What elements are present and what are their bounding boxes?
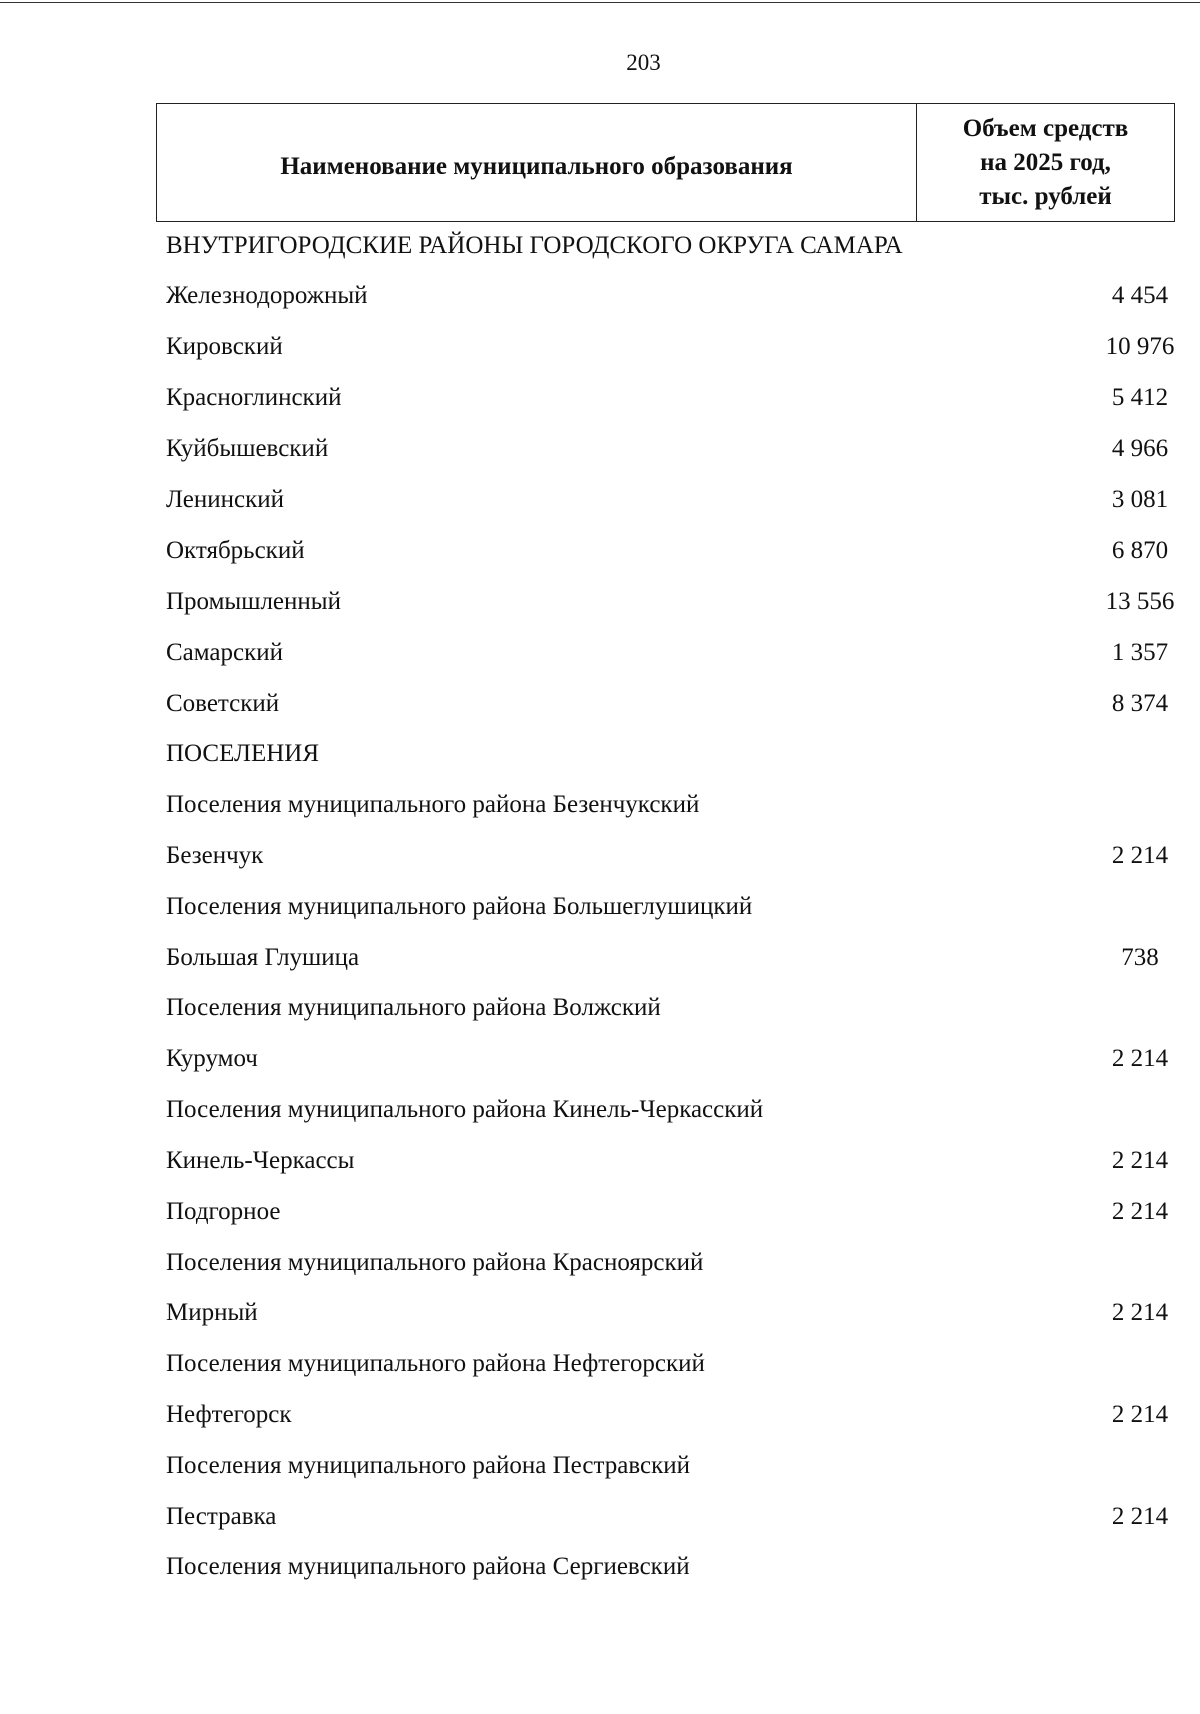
table-row [166,1395,1169,1435]
row-label: Октябрьский [166,537,305,564]
row-value: 13 556 [1105,588,1175,615]
row-value: 6 870 [1111,537,1169,564]
row-value: 2 214 [1111,1401,1169,1428]
table-row-group [166,887,1126,927]
row-label: Железнодорожный [166,282,368,309]
table-row [166,1141,1169,1181]
row-label: Курумоч [166,1045,258,1072]
row-value: 2 214 [1111,1503,1169,1530]
table-row-group [166,785,1126,825]
table-row-group [166,1344,1126,1384]
row-label: Мирный [166,1299,258,1326]
row-value: 3 081 [1111,486,1169,513]
row-value: 8 374 [1111,690,1169,717]
header-amount-column: Объем средств на 2025 год, тыс. рублей [962,114,1129,210]
table-row [166,1293,1169,1333]
row-label: Поселения муниципального района Безенчукский [166,791,700,818]
table-row [166,633,1169,673]
table-row-group [166,1090,1126,1130]
row-value: 1 357 [1111,639,1169,666]
table-row [166,1192,1169,1232]
row-value: 2 214 [1111,1198,1169,1225]
row-label: Поселения муниципального района Нефтегорский [166,1350,705,1377]
row-value: 738 [1121,944,1159,971]
row-label: Поселения муниципального района Большеглушицкий [166,893,753,920]
row-label: ПОСЕЛЕНИЯ [166,740,320,767]
row-label: Поселения муниципального района Пестравский [166,1452,690,1479]
table-row [166,1039,1169,1079]
row-label: Красноглинский [166,384,342,411]
table-row-group [166,988,1126,1028]
table-row [166,938,1159,978]
row-value: 2 214 [1111,1045,1169,1072]
table-row-group [166,1243,1126,1283]
row-label: Кировский [166,333,283,360]
row-label: Самарский [166,639,284,666]
row-label: ВНУТРИГОРОДСКИЕ РАЙОНЫ ГОРОДСКОГО ОКРУГА САМАРА [166,232,903,259]
row-value: 2 214 [1111,1299,1169,1326]
table-row-section [166,734,1126,774]
row-label: Большая Глушица [166,944,360,971]
row-label: Поселения муниципального района Красноярский [166,1249,704,1276]
table-row [166,684,1169,724]
row-value: 2 214 [1111,842,1169,869]
page-number: 203 [626,50,661,75]
row-value: 4 966 [1111,435,1169,462]
table-row [166,429,1169,469]
row-value: 5 412 [1111,384,1169,411]
row-label: Куйбышевский [166,435,329,462]
row-label: Кинель-Черкассы [166,1147,355,1174]
row-label: Промышленный [166,588,341,615]
row-value: 10 976 [1105,333,1175,360]
table-row-group [166,1446,1126,1486]
row-label: Советский [166,690,280,717]
row-value: 2 214 [1111,1147,1169,1174]
row-label: Нефтегорск [166,1401,292,1428]
table-row-group [166,1547,1126,1587]
table-row [166,836,1169,876]
row-label: Безенчук [166,842,264,869]
row-label: Поселения муниципального района Кинель-Черкасский [166,1096,764,1123]
row-label: Пестравка [166,1503,277,1530]
table-row [166,327,1175,367]
table-row [166,1497,1169,1537]
table-row [166,582,1175,622]
table-row [166,480,1169,520]
row-label: Ленинский [166,486,285,513]
header-name-column: Наименование муниципального образования [157,104,917,221]
row-label: Поселения муниципального района Сергиевский [166,1553,690,1580]
row-label: Поселения муниципального района Волжский [166,994,661,1021]
table-row [166,531,1169,571]
table-row [166,378,1169,418]
row-value: 4 454 [1111,282,1169,309]
row-label: Подгорное [166,1198,281,1225]
table-row [166,276,1169,316]
table-row-section [166,226,1126,266]
